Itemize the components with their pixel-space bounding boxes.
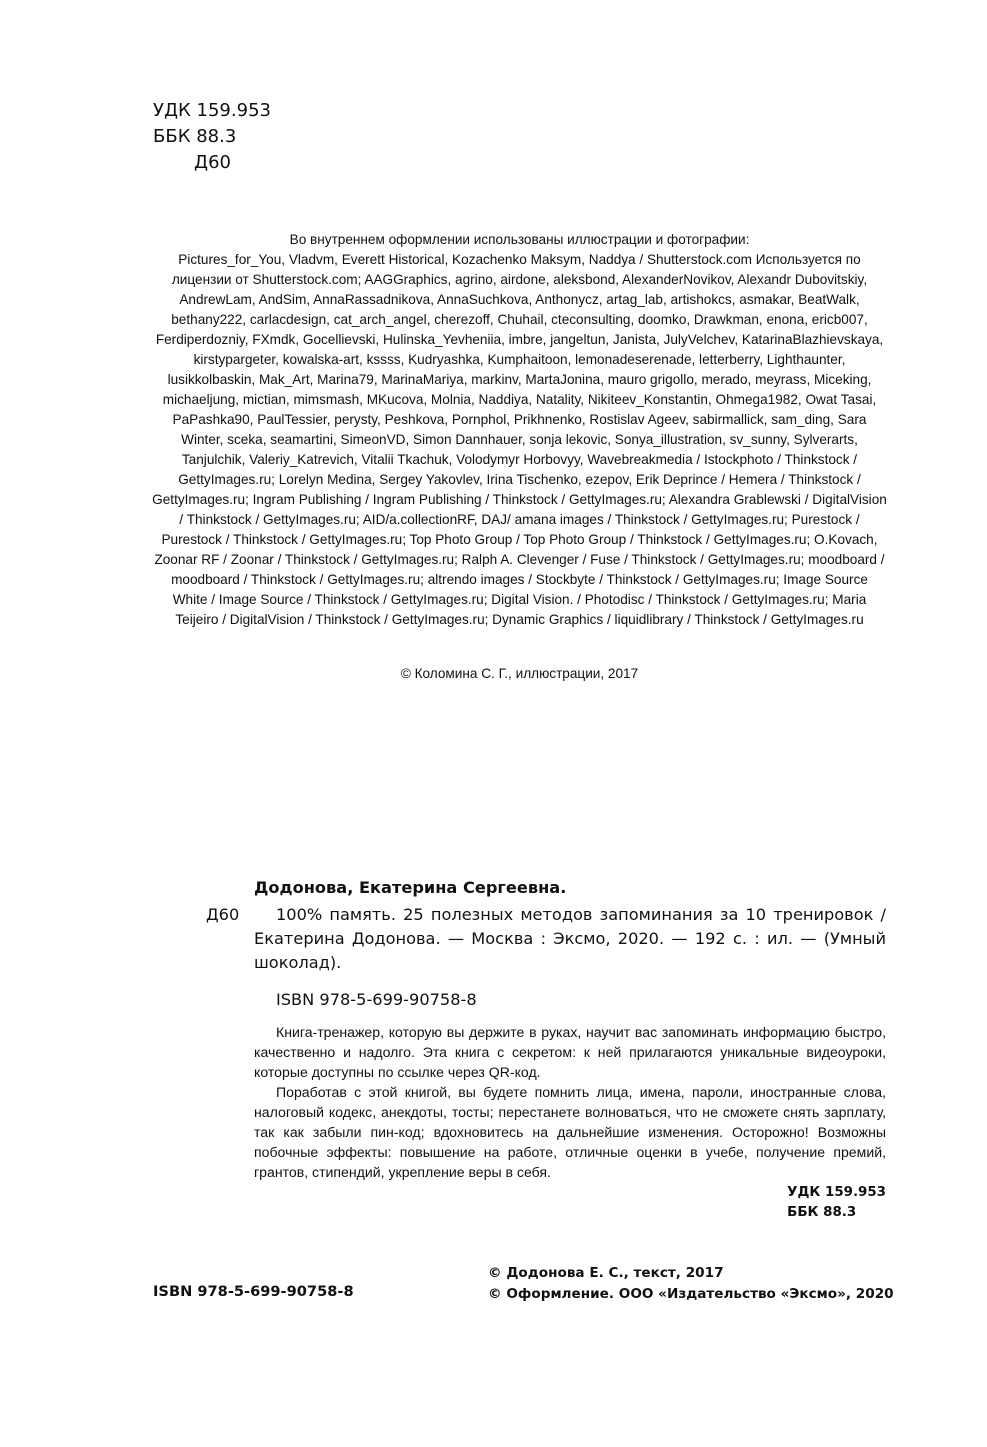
catalog-cipher: Д60 [206, 905, 240, 924]
catalog-author: Додонова, Екатерина Сергеевна. [254, 878, 567, 897]
annotation-paragraph: Поработав с этой книгой, вы будете помнить лица, имена, пароли, иностранные слова, налоговый кодекс, анекдоты, тосты; перестанете волноваться, что не сможете снять зарплату, так как забыли пин-код; вдохновитесь на дальнейшие изменения. Осторожно! Возможны побочные эффекты: повышение на работе, отличные оценки в учебе, получение премий, грантов, стипендий, укрепление веры в себя. [254, 1084, 886, 1180]
illustration-credits [152, 230, 887, 630]
book-annotation [254, 1022, 886, 1182]
footer-class-codes [787, 1183, 886, 1223]
copyright-design: © Оформление. ООО «Издательство «Эксмо», 2020 [488, 1286, 894, 1302]
illustrations-copyright: © Коломина С. Г., иллюстрации, 2017 [400, 666, 639, 681]
credits-list: Pictures_for_You, Vladvm, Everett Historical, Kozachenko Maksym, Naddya / Shutterstock.com Используется по лицензии от Shutterstock.com; AAGGraphics, agrino, airdone, aleksbond, AlexanderNovikov, Alexandr Dubovitskiy, AndrewLam, AndSim, AnnaRassadnikova, AnnaSuchkova, Anthonycz, artag_lab, artishokcs, asmakar, BeatWalk, bethany222, carlacdesign, cat_arch_angel, cherezoff, Chuhail, cteconsulting, doomko, Drawkman, enona, ericb007, Ferdiperdozniy, FXmdk, Gocellievski, Hulinska_Yevheniia, imbre, jangeltun, Janista, JulyVelchev, KatarinaBlazhievskaya, kirstypargeter, kowalska-art, kssss, Kudryashka, Kumphaitoon, lemonadeserenade, letterberry, Lighthaunter, lusikkolbaskin, Mak_Art, Marina79, MarinaMariya, markinv, MartaJonina, mauro grigollo, merado, meyrass, Miceking, michaeljung, mictian, mimsmash, MKucova, Molnia, Naddiya, Natality, Nikiteev_Konstantin, Ohmega1982, Owat Tasai, PaPashka90, PaulTessier, perysty, Peshkova, Pornphol, Prikhnenko, Rostislav Ageev, sabirmallick, sam_ding, Sara Winter, sceka, seamartini, SimeonVD, Simon Dannhauer, sonja lekovic, Sonya_illustration, sv_sunny, Sylverarts, Tanjulchik, Valeriy_Katrevich, Vitalii Tkachuk, Volodymyr Horbovyy, Wavebreakmedia / Istockphoto / Thinkstock / GettyImages.ru; Lorelyn Medina, Sergey Yakovlev, Irina Tischenko, ezepov, Erik Deprince / Hemera / Thinkstock / GettyImages.ru; Ingram Publishing / Ingram Publishing / Thinkstock / GettyImages.ru; Alexandra Grablewski / DigitalVision / Thinkstock / GettyImages.ru; AID/a.collectionRF, DAJ/ amana images / Thinkstock / GettyImages.ru; Purestock / Purestock / Thinkstock / GettyImages.ru; Top Photo Group / Top Photo Group / Thinkstock / GettyImages.ru; O.Kovach, Zoonar RF / Zoonar / Thinkstock / GettyImages.ru; Ralph A. Clevenger / Fuse / Thinkstock / GettyImages.ru; moodboard / moodboard / Thinkstock / GettyImages.ru; altrendo images / Stockbyte / Thinkstock / GettyImages.ru; Image Source White / Image Source / Thinkstock / GettyImages.ru; Digital Vision. / Photodisc / Thinkstock / GettyImages.ru; Maria Teijeiro / DigitalVision / Thinkstock / GettyImages.ru; Dynamic Graphics / liquidlibrary / Thinkstock / GettyImages.ru [152, 252, 887, 627]
footer-udk: УДК 159.953 [787, 1185, 886, 1200]
annotation-paragraph: Книга-тренажер, которую вы держите в руках, научит вас запоминать информацию быстро, качественно и надолго. Эта книга с секретом: к ней прилагаются уникальные видеоуроки, которые доступны по ссылке через QR-код. [254, 1024, 886, 1080]
classification-codes [153, 98, 271, 176]
author-cipher: Д60 [194, 152, 231, 173]
footer-copyrights [488, 1263, 894, 1305]
catalog-isbn: ISBN 978-5-699-90758-8 [276, 990, 477, 1009]
copyright-text: © Додонова Е. С., текст, 2017 [488, 1265, 724, 1281]
bbk-code: ББК 88.3 [153, 126, 237, 147]
footer-isbn: ISBN 978-5-699-90758-8 [153, 1283, 354, 1300]
footer-bbk: ББК 88.3 [787, 1205, 857, 1220]
credits-intro: Во внутреннем оформлении использованы иллюстрации и фотографии: [289, 232, 750, 247]
udk-code: УДК 159.953 [153, 100, 271, 121]
catalog-description: 100% память. 25 полезных методов запоминания за 10 тренировок / Екатерина Додонова. — Москва : Эксмо, 2020. — 192 с. : ил. — (Умный шоколад). [254, 905, 886, 972]
